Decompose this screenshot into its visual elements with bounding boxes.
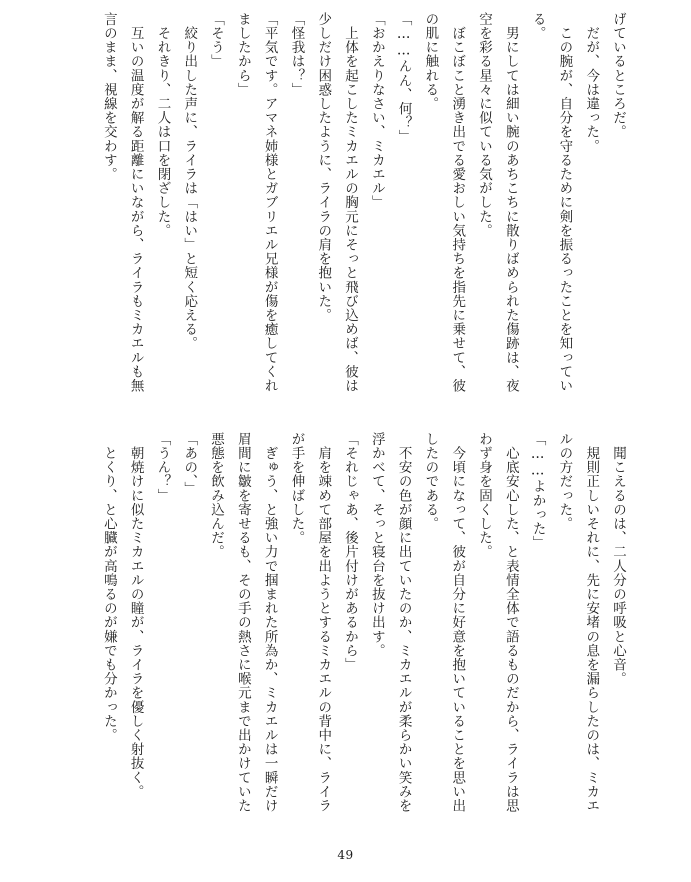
text-line: この腕が、自分を守るために剣を振るったことを知ってい <box>556 12 573 393</box>
text-line: 絞り出した声に、ライラは「はい」と短く応える。 <box>181 12 198 351</box>
text-line: 「うん？」 <box>154 432 171 503</box>
lower-text-block <box>31 432 631 842</box>
text-line: わず身を固くした。 <box>476 432 493 559</box>
text-line: 「そう」 <box>208 12 225 69</box>
text-line: ぼこぼこと湧き出でる愛おしい気持ちを指先に乗せて、彼 <box>449 12 466 393</box>
text-line: したのである。 <box>422 432 439 531</box>
text-line: げているところだ。 <box>610 12 626 139</box>
text-line: 少しだけ困惑したように、ライラの肩を抱いた。 <box>315 12 332 323</box>
text-line: が手を伸ばした。 <box>288 432 305 545</box>
text-line: 互いの温度が解る距離にいながら、ライラもミカエルも無 <box>127 12 144 393</box>
text-line: 空を彩る星々に似ている気がした。 <box>476 12 493 238</box>
text-line: 「あの、」 <box>181 432 198 496</box>
text-line: の肌に触れる。 <box>422 12 439 111</box>
text-line: 上体を起こしたミカエルの胸元にそっと飛び込めば、彼は <box>342 12 359 393</box>
text-line: 今頃になって、彼が自分に好意を抱いていることを思い出 <box>449 432 466 813</box>
text-line: 言のまま、視線を交わす。 <box>100 12 117 182</box>
text-line: 悪態を飲み込んだ。 <box>208 432 225 559</box>
text-line: 男にしては細い腕のあちこちに散りばめられた傷跡は、夜 <box>502 12 519 393</box>
text-line: 「怪我は？」 <box>288 12 305 97</box>
text-line: 「おかえりなさい、ミカエル」 <box>368 12 385 210</box>
text-line: ぎゅう、と強い力で掴まれた所為か、ミカエルは一瞬だけ <box>261 432 278 813</box>
text-line: る。 <box>529 12 546 41</box>
text-line: ましたから」 <box>234 12 251 97</box>
text-line: ルの方だった。 <box>556 432 573 531</box>
text-line: 肩を竦めて部屋を出ようとするミカエルの背中に、ライラ <box>315 432 332 813</box>
text-line: それきり、二人は口を閉ざした。 <box>154 12 171 238</box>
text-line: とくり、と心臓が高鳴るのが嫌でも分かった。 <box>100 432 117 743</box>
page-number: 49 <box>337 848 354 862</box>
text-line: 「……よかった」 <box>529 432 546 550</box>
text-line: 浮かべて、そっと寝台を抜け出す。 <box>368 432 385 658</box>
text-line: だが、今は違った。 <box>583 12 600 153</box>
text-line: 「……んん、何？」 <box>395 12 412 144</box>
text-line: 「平気です。アマネ姉様とガブリエル兄様が傷を癒してくれ <box>261 12 278 393</box>
text-line: 聞こえるのは、二人分の呼吸と心音。 <box>610 432 626 686</box>
text-line: 不安の色が顔に出ていたのか、ミカエルが柔らかい笑みを <box>395 432 412 813</box>
text-line: 眉間に皺を寄せるも、その手の熱さに喉元まで出かけていた <box>234 432 251 813</box>
text-line: 「それじゃあ、後片付けがあるから」 <box>342 432 359 672</box>
upper-text-block <box>31 12 631 412</box>
text-line: 朝焼けに似たミカエルの瞳が、ライラを優しく射抜く。 <box>127 432 144 799</box>
text-line: 規則正しいそれに、先に安堵の息を漏らしたのは、ミカエ <box>583 432 600 813</box>
text-line: 心底安心した、と表情全体で語るものだから、ライラは思 <box>502 432 519 813</box>
